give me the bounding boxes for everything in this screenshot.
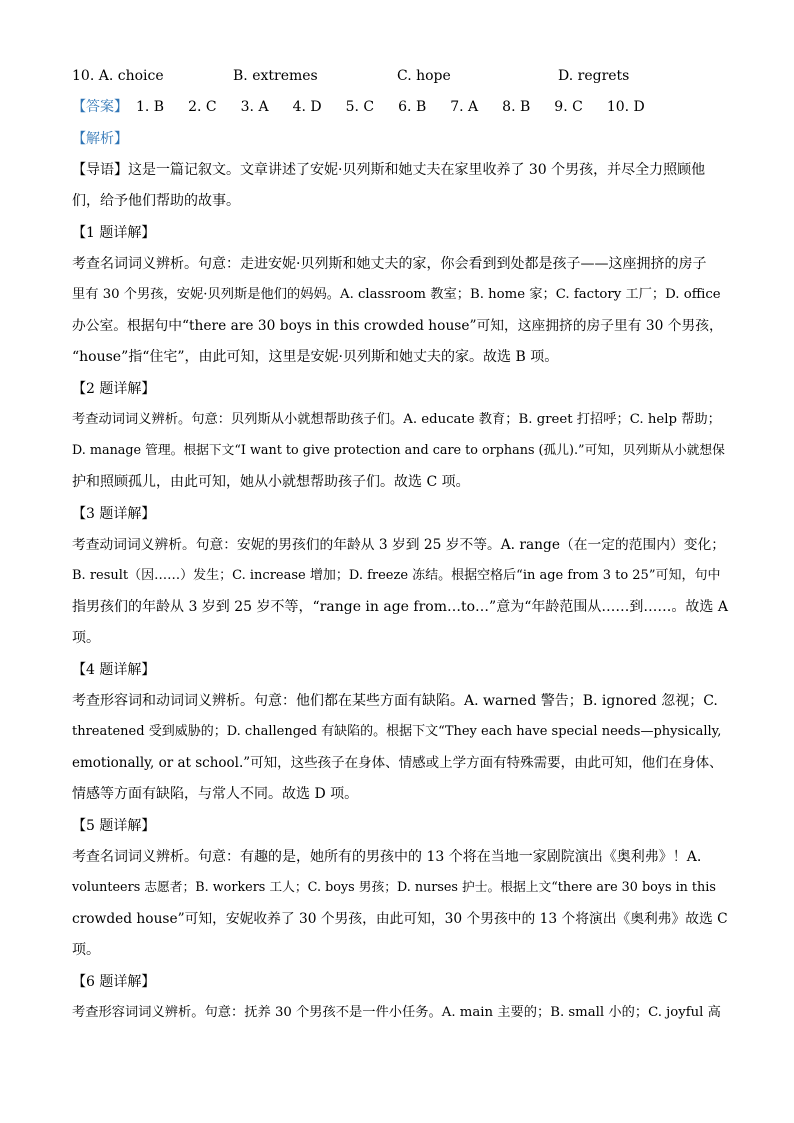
section-line: 考查动词词义辨析。句意：安妮的男孩们的年龄从 3 岁到 25 岁不等。A. range（在一定的范围内）变化； xyxy=(72,537,725,553)
answer-item: 8. B xyxy=(502,99,531,115)
section-line: 护和照顾孤儿，由此可知，她从小就想帮助孩子们。故选 C 项。 xyxy=(72,474,470,490)
section-line: 指男孩们的年龄从 3 岁到 25 岁不等，“range in age from…to…”意为“年龄范围从……到……。故选 A xyxy=(72,599,728,615)
answer-item: 1. B xyxy=(136,99,165,115)
section-title: 【6 题详解】 xyxy=(72,974,156,990)
section-line: B. result（因……）发生；C. increase 增加；D. freeze 冻结。根据空格后“in age from 3 to 25”可知，句中 xyxy=(72,568,721,583)
section-line: 项。 xyxy=(72,630,100,646)
answer-label: 【答案】 xyxy=(72,99,128,115)
section-line: volunteers 志愿者；B. workers 工人；C. boys 男孩；D. nurses 护士。根据上文“there are 30 boys in this xyxy=(72,880,716,895)
option-c: C. hope xyxy=(397,68,451,84)
answer-item: 10. D xyxy=(606,99,645,115)
section-line: D. manage 管理。根据下文“I want to give protection and care to orphans (孤儿).”可知，贝列斯从小就想保 xyxy=(72,443,725,458)
intro-line: 们，给予他们帮助的故事。 xyxy=(72,193,240,209)
answer-item: 2. C xyxy=(188,99,217,115)
answer-key-row xyxy=(72,97,645,117)
answer-item: 9. C xyxy=(554,99,583,115)
answer-item: 5. C xyxy=(345,99,375,115)
answer-item: 7. A xyxy=(450,99,479,115)
section-title: 【4 题详解】 xyxy=(72,662,156,678)
analysis-label: 【解析】 xyxy=(72,131,128,147)
section-line: 情感等方面有缺陷，与常人不同。故选 D 项。 xyxy=(72,786,359,802)
section-line: crowded house”可知，安妮收养了 30 个男孩，由此可知，30 个男孩中的 13 个将演出《奥利弗》故选 C xyxy=(72,911,728,927)
option-a: A. choice xyxy=(98,68,164,84)
answer-item: 4. D xyxy=(292,99,322,115)
section-title: 【3 题详解】 xyxy=(72,506,156,522)
intro-line: 【导语】这是一篇记叙文。文章讲述了安妮·贝列斯和她丈夫在家里收养了 30 个男孩，并尽全力照顾他 xyxy=(72,162,706,178)
section-line: 考查名词词义辨析。句意：有趣的是，她所有的男孩中的 13 个将在当地一家剧院演出《奥利弗》！A. xyxy=(72,849,702,865)
section-line: 考查形容词词义辨析。句意：抚养 30 个男孩不是一件小任务。A. main 主要的；B. small 小的；C. joyful 高 xyxy=(72,1005,721,1020)
section-line: emotionally, or at school.”可知，这些孩子在身体、情感或上学方面有特殊需要，由此可知，他们在身体、 xyxy=(72,755,723,771)
section-title: 【5 题详解】 xyxy=(72,818,156,834)
section-line: 考查形容词和动词词义辨析。句意：他们都在某些方面有缺陷。A. warned 警告；B. ignored 忽视；C. xyxy=(72,693,718,709)
section-line: 办公室。根据句中“there are 30 boys in this crowded house”可知，这座拥挤的房子里有 30 个男孩， xyxy=(72,318,723,334)
section-line: 里有 30 个男孩，安妮·贝列斯是他们的妈妈。A. classroom 教室；B. home 家；C. factory 工厂；D. office xyxy=(72,287,721,302)
section-line: 考查名词词义辨析。句意：走进安妮·贝列斯和她丈夫的家，你会看到到处都是孩子——这座拥挤的房子 xyxy=(72,256,707,272)
section-title: 【2 题详解】 xyxy=(72,381,156,397)
option-b: B. extremes xyxy=(233,68,318,84)
question-number: 10. xyxy=(72,68,95,84)
section-line: 项。 xyxy=(72,942,100,958)
section-title: 【1 题详解】 xyxy=(72,225,156,241)
answer-item: 6. B xyxy=(398,99,427,115)
section-line: 考查动词词义辨析。句意：贝列斯从小就想帮助孩子们。A. educate 教育；B. greet 打招呼；C. help 帮助； xyxy=(72,412,721,427)
option-d: D. regrets xyxy=(558,68,630,84)
question-10-row xyxy=(72,66,164,86)
section-line: threatened 受到威胁的；D. challenged 有缺陷的。根据下文“They each have special needs—physically, xyxy=(72,724,722,739)
answer-item: 3. A xyxy=(240,99,269,115)
section-line: “house”指“住宅”，由此可知，这里是安妮·贝列斯和她丈夫的家。故选 B 项。 xyxy=(72,349,559,365)
